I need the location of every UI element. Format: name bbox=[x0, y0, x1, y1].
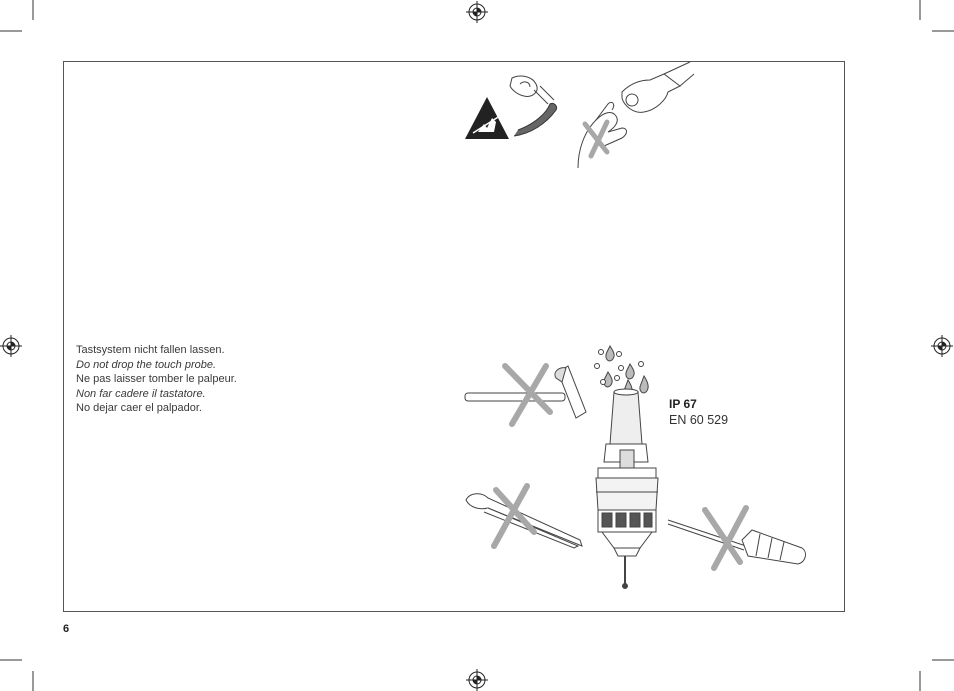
hammer-icon bbox=[465, 366, 586, 418]
prohibited-cross-icon bbox=[705, 508, 746, 568]
page-number: 6 bbox=[63, 623, 70, 635]
instruction-es: No dejar caer el palpador. bbox=[76, 402, 202, 414]
instruction-it: Non far cadere il tastatore. bbox=[76, 387, 206, 400]
instruction-fr: Ne pas laisser tomber le palpeur. bbox=[76, 373, 237, 385]
protection-rating: IP 67 bbox=[669, 397, 697, 411]
esd-wrist-strap-icon bbox=[510, 76, 557, 136]
prohibited-cross-icon bbox=[585, 122, 607, 156]
instruction-en: Do not drop the touch probe. bbox=[76, 358, 217, 371]
protection-standard: EN 60 529 bbox=[669, 413, 729, 427]
instruction-de: Tastsystem nicht fallen lassen. bbox=[76, 344, 225, 356]
touch-probe-icon bbox=[596, 389, 658, 589]
drop-warning-text bbox=[76, 343, 237, 416]
esd-warning-icon bbox=[465, 97, 509, 139]
